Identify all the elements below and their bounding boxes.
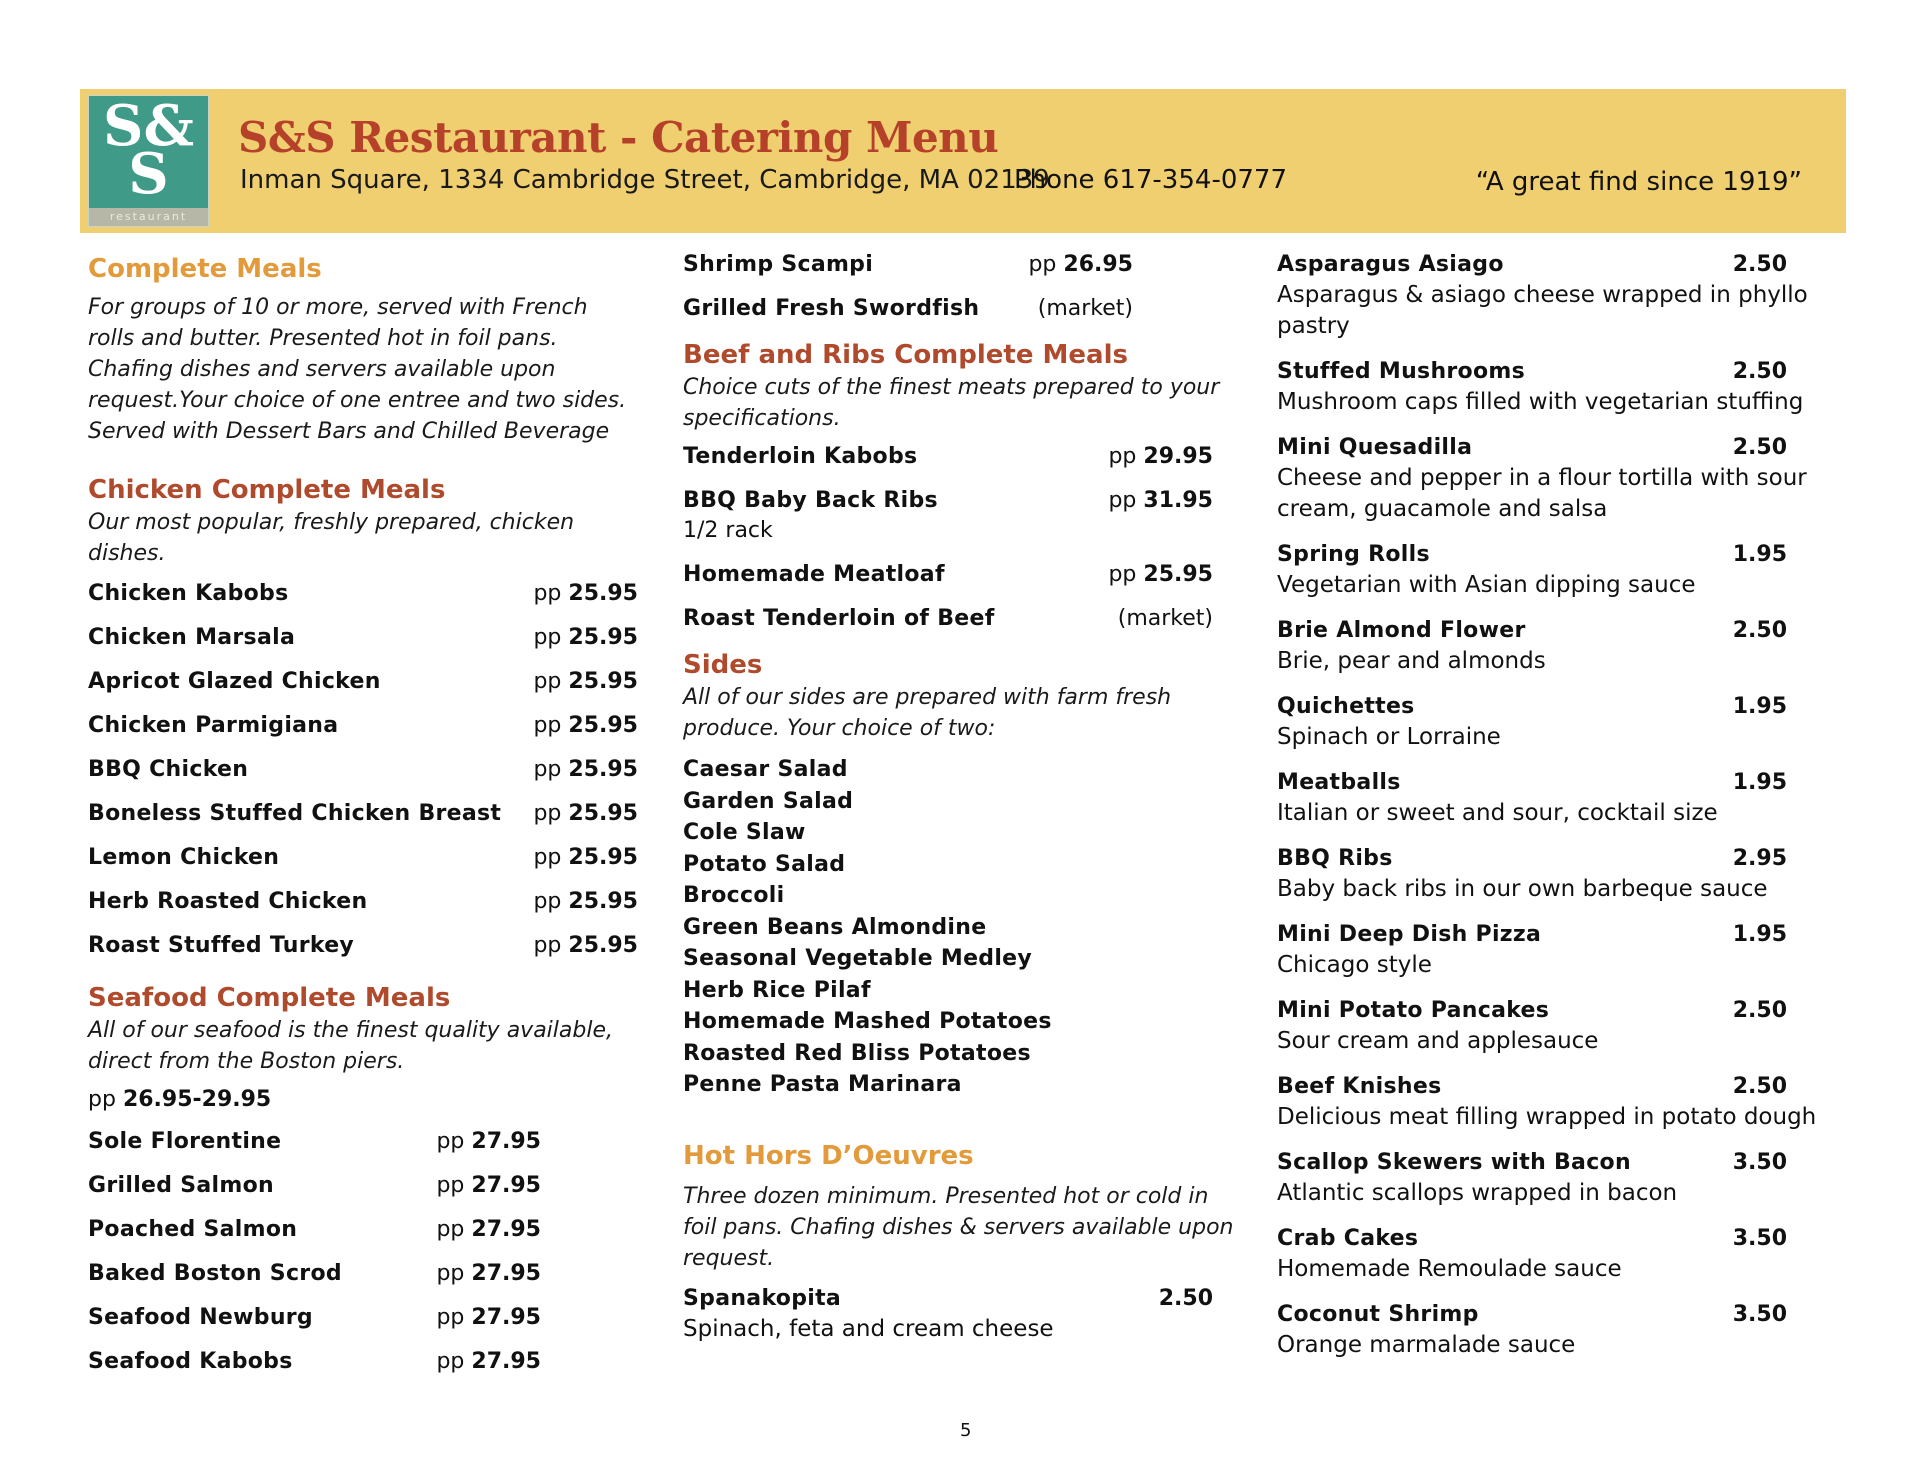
item-name: Baked Boston Scrod <box>88 1261 342 1286</box>
hors-item-row <box>1277 433 1817 463</box>
item-price-group <box>533 667 638 697</box>
item-price-group <box>1108 442 1213 472</box>
item-price: 25.95 <box>568 757 638 782</box>
hors-first-item <box>683 1284 1213 1345</box>
hors-item <box>1277 1300 1817 1361</box>
price-prefix: pp <box>436 1217 465 1242</box>
price-prefix: pp <box>533 713 562 738</box>
item-price-group <box>533 843 638 873</box>
column-left <box>88 250 638 1391</box>
price-prefix: pp <box>533 669 562 694</box>
item-price: 2.50 <box>1732 1074 1787 1099</box>
item-price: 3.50 <box>1732 1226 1787 1251</box>
menu-item-row <box>88 799 638 829</box>
item-description: Baby back ribs in our own barbeque sauce <box>1277 876 1768 902</box>
item-name: Shrimp Scampi <box>683 252 874 277</box>
item-name: Spanakopita <box>683 1285 842 1311</box>
item-price: 25.95 <box>568 669 638 694</box>
item-description: Brie, pear and almonds <box>1277 648 1546 674</box>
item-price: 1.95 <box>1732 542 1787 567</box>
hors-item <box>1277 357 1817 418</box>
price-range: 26.95-29.95 <box>122 1087 272 1112</box>
complete-meals-title: Complete Meals <box>88 254 322 284</box>
price-prefix: pp <box>533 625 562 650</box>
hors-item-row <box>1277 692 1817 722</box>
hors-item <box>1277 692 1817 753</box>
column-middle <box>683 250 1243 1345</box>
menu-item-row <box>683 442 1213 472</box>
item-price-group <box>436 1171 541 1201</box>
menu-item-row <box>88 667 638 697</box>
item-name: Seafood Newburg <box>88 1305 313 1330</box>
hors-item-row <box>1277 920 1817 950</box>
price-prefix: pp <box>533 933 562 958</box>
item-price: 26.95 <box>1063 252 1133 277</box>
hors-section-intro: Three dozen minimum. Presented hot or cold in foil pans. Chafing dishes & servers available upon request. <box>683 1183 1234 1271</box>
item-name: Spring Rolls <box>1277 542 1430 567</box>
item-price: 25.95 <box>568 713 638 738</box>
item-description: Orange marmalade sauce <box>1277 1332 1576 1358</box>
item-name: Chicken Parmigiana <box>88 713 339 738</box>
menu-item-row <box>88 1303 541 1333</box>
tagline: “A great find since 1919” <box>1475 167 1802 197</box>
item-description: Cheese and pepper in a flour tortilla with sour cream, guacamole and salsa <box>1277 465 1807 522</box>
item-price: 27.95 <box>471 1261 541 1286</box>
item-name: Grilled Salmon <box>88 1173 274 1198</box>
item-name: Grilled Fresh Swordfish <box>683 296 980 321</box>
item-price: 2.50 <box>1732 252 1787 277</box>
hors-section-title: Hot Hors D’Oeuvres <box>683 1140 974 1171</box>
item-description: Italian or sweet and sour, cocktail size <box>1277 800 1718 826</box>
item-price: 2.50 <box>1732 359 1787 384</box>
item-price-group <box>533 799 638 829</box>
column-right-hors-list <box>1277 250 1817 1376</box>
price-prefix: pp <box>1108 562 1137 587</box>
side-item: Broccoli <box>683 883 785 908</box>
item-price-group <box>436 1347 541 1377</box>
menu-item-row <box>88 755 638 785</box>
item-description: Spinach, feta and cream cheese <box>683 1315 1054 1342</box>
item-name: Chicken Kabobs <box>88 581 289 606</box>
hors-item <box>1277 1148 1817 1209</box>
hors-item <box>1277 1224 1817 1285</box>
item-price-group <box>533 755 638 785</box>
sides-section-title: Sides <box>683 650 763 680</box>
menu-item-row <box>88 1127 541 1157</box>
side-item: Caesar Salad <box>683 757 848 782</box>
item-description: Homemade Remoulade sauce <box>1277 1256 1622 1282</box>
price-prefix: pp <box>1028 252 1057 277</box>
price-prefix: pp <box>436 1173 465 1198</box>
item-price: 1.95 <box>1732 770 1787 795</box>
item-price-group <box>1118 604 1213 634</box>
logo-monogram: S& S <box>103 95 194 207</box>
item-price: 27.95 <box>471 1349 541 1374</box>
hors-item-row <box>1277 1300 1817 1330</box>
menu-item-row <box>88 1171 541 1201</box>
item-price: 3.50 <box>1732 1302 1787 1327</box>
item-price: 25.95 <box>568 581 638 606</box>
item-name: Tenderloin Kabobs <box>683 444 918 469</box>
page-title: S&S Restaurant - Catering Menu <box>238 113 999 162</box>
item-name: Mini Deep Dish Pizza <box>1277 922 1542 947</box>
seafood-section-intro: All of our seafood is the finest quality available, direct from the Boston piers. <box>88 1018 613 1074</box>
price-prefix: pp <box>436 1129 465 1154</box>
seafood-price-range <box>88 1085 638 1115</box>
price-prefix: pp <box>533 801 562 826</box>
menu-item-row <box>88 711 638 741</box>
item-price: 25.95 <box>1143 562 1213 587</box>
hors-item-row <box>1277 616 1817 646</box>
hors-item <box>683 1284 1213 1314</box>
item-price: 27.95 <box>471 1173 541 1198</box>
item-price-group <box>533 711 638 741</box>
restaurant-logo <box>88 95 209 227</box>
item-name: Quichettes <box>1277 694 1415 719</box>
beef-item <box>683 604 1213 634</box>
item-price: 1.95 <box>1732 694 1787 719</box>
item-description: Mushroom caps filled with vegetarian stuffing <box>1277 389 1804 415</box>
item-description: Vegetarian with Asian dipping sauce <box>1277 572 1696 598</box>
menu-item-row <box>88 887 638 917</box>
item-name: Lemon Chicken <box>88 845 280 870</box>
side-item: Potato Salad <box>683 851 846 877</box>
item-price: 2.50 <box>1732 435 1787 460</box>
sides-list <box>683 754 1243 1101</box>
hors-item-row <box>1277 1148 1817 1178</box>
item-description: Delicious meat filling wrapped in potato dough <box>1277 1104 1817 1130</box>
item-price: 27.95 <box>471 1129 541 1154</box>
hors-item-row <box>1277 844 1817 874</box>
item-name: Scallop Skewers with Bacon <box>1277 1150 1631 1175</box>
side-item: Homemade Mashed Potatoes <box>683 1009 1052 1034</box>
item-price-group <box>436 1259 541 1289</box>
item-price-group <box>1028 250 1133 280</box>
side-item: Cole Slaw <box>683 820 806 845</box>
menu-item-row <box>683 486 1213 516</box>
phone-number: Phone 617-354-0777 <box>1014 165 1287 195</box>
item-name: Mini Quesadilla <box>1277 435 1473 460</box>
item-name: BBQ Ribs <box>1277 846 1393 871</box>
price-prefix: pp <box>436 1261 465 1286</box>
hors-item <box>1277 768 1817 829</box>
price-prefix: pp <box>533 845 562 870</box>
item-name: Roast Tenderloin of Beef <box>683 606 995 631</box>
hors-item <box>1277 616 1817 677</box>
item-name: Stuffed Mushrooms <box>1277 359 1526 384</box>
item-price: 2.50 <box>1732 998 1787 1023</box>
hors-item <box>1277 920 1817 981</box>
item-price: 25.95 <box>568 801 638 826</box>
hors-item <box>1277 996 1817 1057</box>
price-prefix: pp <box>533 757 562 782</box>
item-name: Sole Florentine <box>88 1129 282 1154</box>
item-price: 2.50 <box>1158 1285 1213 1311</box>
menu-item-row <box>88 931 638 961</box>
item-name: Coconut Shrimp <box>1277 1302 1479 1327</box>
address: Inman Square, 1334 Cambridge Street, Cambridge, MA 02139 <box>240 165 1050 195</box>
item-description: Sour cream and applesauce <box>1277 1028 1599 1054</box>
hors-item-row <box>1277 1224 1817 1254</box>
item-price: 31.95 <box>1143 488 1213 513</box>
item-price-group <box>533 887 638 917</box>
menu-item-row <box>88 1259 541 1289</box>
beef-menu-list <box>683 442 1213 634</box>
item-price: 25.95 <box>568 845 638 870</box>
item-price: 25.95 <box>568 889 638 914</box>
item-name: Boneless Stuffed Chicken Breast <box>88 801 502 826</box>
item-name: Seafood Kabobs <box>88 1349 293 1374</box>
menu-item-row <box>88 843 638 873</box>
item-name: Chicken Marsala <box>88 625 296 650</box>
item-price-group <box>436 1215 541 1245</box>
item-price: (market) <box>1037 296 1133 321</box>
beef-section-title: Beef and Ribs Complete Meals <box>683 340 1128 370</box>
sides-section-intro: All of our sides are prepared with farm fresh produce. Your choice of two: <box>683 685 1172 741</box>
beef-item <box>683 442 1213 472</box>
price-prefix: pp <box>436 1305 465 1330</box>
side-item: Seasonal Vegetable Medley <box>683 946 1033 971</box>
beef-item <box>683 560 1213 590</box>
beef-item <box>683 486 1213 546</box>
price-prefix: pp <box>533 581 562 606</box>
item-price: 27.95 <box>471 1305 541 1330</box>
item-price: 27.95 <box>471 1217 541 1242</box>
price-prefix: pp <box>436 1349 465 1374</box>
item-name: Meatballs <box>1277 770 1401 795</box>
price-prefix: pp <box>1108 488 1137 513</box>
item-name: Asparagus Asiago <box>1277 252 1504 277</box>
item-name: Poached Salmon <box>88 1217 298 1242</box>
seafood-menu-list <box>88 1127 638 1377</box>
menu-header <box>80 89 1846 233</box>
item-name: Apricot Glazed Chicken <box>88 669 381 694</box>
item-price-group <box>1108 486 1213 516</box>
item-name: Roast Stuffed Turkey <box>88 933 355 958</box>
item-price: (market) <box>1117 606 1213 631</box>
item-description: Chicago style <box>1277 952 1432 978</box>
item-price: 1.95 <box>1732 922 1787 947</box>
hors-item <box>1277 1072 1817 1133</box>
item-price: 25.95 <box>568 625 638 650</box>
item-name: BBQ Chicken <box>88 757 249 782</box>
logo-subtext: restaurant <box>89 208 208 226</box>
item-description: Atlantic scallops wrapped in bacon <box>1277 1180 1678 1206</box>
item-price: 3.50 <box>1732 1150 1787 1175</box>
item-price-group <box>1108 560 1213 590</box>
item-note: 1/2 rack <box>683 518 773 543</box>
side-item: Penne Pasta Marinara <box>683 1072 962 1097</box>
item-name: Mini Potato Pancakes <box>1277 998 1550 1023</box>
hors-item-row <box>1277 1072 1817 1102</box>
item-name: BBQ Baby Back Ribs <box>683 488 938 513</box>
item-price-group <box>436 1127 541 1157</box>
seafood-section-title: Seafood Complete Meals <box>88 983 451 1013</box>
hors-item-row <box>1277 357 1817 387</box>
item-price-group <box>1038 294 1133 324</box>
item-name: Herb Roasted Chicken <box>88 889 368 914</box>
item-description: Asparagus & asiago cheese wrapped in phyllo pastry <box>1277 282 1808 339</box>
menu-item-row <box>88 623 638 653</box>
page-number: 5 <box>960 1420 972 1441</box>
hors-item <box>1277 250 1817 342</box>
item-price-group <box>533 579 638 609</box>
side-item: Garden Salad <box>683 788 854 814</box>
price-prefix: pp <box>533 889 562 914</box>
side-item: Herb Rice Pilaf <box>683 977 871 1003</box>
chicken-menu-list <box>88 579 638 961</box>
seafood-more-list <box>683 250 1133 324</box>
menu-item-row <box>683 560 1213 590</box>
side-item: Green Beans Almondine <box>683 914 987 940</box>
item-price-group <box>533 931 638 961</box>
price-prefix: pp <box>1108 444 1137 469</box>
hors-item-row <box>1277 768 1817 798</box>
item-price: 2.50 <box>1732 618 1787 643</box>
side-item: Roasted Red Bliss Potatoes <box>683 1040 1031 1066</box>
item-price: 2.95 <box>1732 846 1787 871</box>
menu-item-row <box>683 294 1133 324</box>
item-price: 29.95 <box>1143 444 1213 469</box>
item-price-group <box>533 623 638 653</box>
menu-item-row <box>88 1215 541 1245</box>
hors-item-row <box>1277 540 1817 570</box>
hors-item <box>1277 433 1817 525</box>
menu-item-row <box>683 604 1213 634</box>
chicken-section-intro: Our most popular, freshly prepared, chicken dishes. <box>88 510 575 566</box>
item-price: 25.95 <box>568 933 638 958</box>
hors-item-row <box>1277 996 1817 1026</box>
menu-item-row <box>683 250 1133 280</box>
chicken-section-title: Chicken Complete Meals <box>88 475 446 505</box>
complete-meals-intro: For groups of 10 or more, served with French rolls and butter. Presented hot in foil pans. Chafing dishes and servers available upon request.Your choice of one entree and two sides. Served with Dessert Bars and Chilled Beverage <box>88 295 627 444</box>
hors-item-row <box>1277 250 1817 280</box>
price-prefix: pp <box>88 1087 116 1112</box>
item-name: Beef Knishes <box>1277 1074 1442 1099</box>
item-price-group <box>436 1303 541 1333</box>
beef-section-intro: Choice cuts of the finest meats prepared to your specifications. <box>683 375 1220 431</box>
item-description: Spinach or Lorraine <box>1277 724 1501 750</box>
menu-item-row <box>88 1347 541 1377</box>
item-name: Homemade Meatloaf <box>683 562 945 587</box>
hors-item <box>1277 844 1817 905</box>
menu-item-row <box>88 579 638 609</box>
hors-item <box>1277 540 1817 601</box>
item-name: Brie Almond Flower <box>1277 618 1526 643</box>
item-name: Crab Cakes <box>1277 1226 1419 1251</box>
